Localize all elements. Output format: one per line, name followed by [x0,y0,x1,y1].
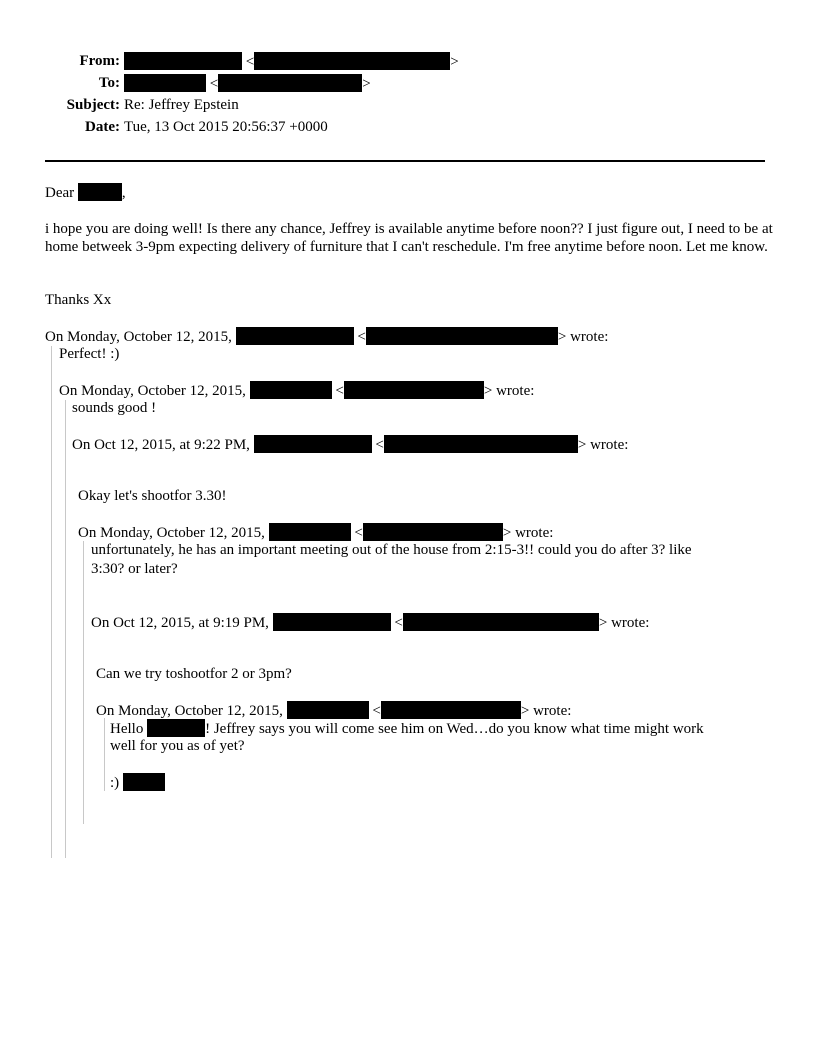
quote-5-attribution: On Oct 12, 2015, at 9:19 PM, < > wrote: [91,615,650,631]
redacted-email [384,435,578,453]
subject-value: Re: Jeffrey Epstein [124,97,239,113]
quote-1-text: Perfect! :) [59,346,120,362]
greeting: Dear , [45,185,126,201]
redacted-signature [123,773,165,791]
quote-6-text-line-2: well for you as of yet? [110,738,245,754]
from-label: From: [79,53,120,69]
redacted-name [287,701,369,719]
quote-1-attribution: On Monday, October 12, 2015, < > wrote: [45,329,609,345]
redacted-email [403,613,599,631]
redacted-email [363,523,503,541]
bracket-open: < [209,76,219,92]
redacted-to-name [124,74,206,92]
from-row [0,52,816,74]
header-divider [45,160,765,162]
to-label: To: [98,75,120,91]
redacted-name [250,381,332,399]
redacted-name [269,523,351,541]
quote-3-text: Okay let's shootfor 3.30! [78,488,227,504]
subject-row [0,96,816,118]
subject-label: Subject: [66,97,120,113]
redacted-from-name [124,52,242,70]
bracket-close: > [362,76,371,92]
quote-6-text-line-1: Hello ! Jeffrey says you will come see him on Wed…do you know what time might work [110,721,704,737]
quote-2-text: sounds good ! [72,400,157,416]
quote-bar-1 [51,346,52,858]
email-header [0,52,816,140]
bracket-open: < [245,54,255,70]
date-row [0,118,816,140]
redacted-email [344,381,484,399]
signoff: Thanks Xx [45,292,112,308]
redacted-name [273,613,391,631]
quote-bar-3 [83,541,84,824]
quote-3-attribution: On Oct 12, 2015, at 9:22 PM, < > wrote: [72,437,629,453]
message-paragraph: i hope you are doing well! Is there any chance, Jeffrey is available anytime before noon?? I just figure out, I need to be at home betweek 3-9pm expecting delivery of furniture that I can't reschedule. I'm free anytime before noon. Let me know. [45,221,773,255]
redacted-name [254,435,372,453]
date-label: Date: [85,119,120,135]
to-row [0,74,816,96]
quote-6-attribution: On Monday, October 12, 2015, < > wrote: [96,703,572,719]
date-value: Tue, 13 Oct 2015 20:56:37 +0000 [124,119,328,135]
quote-4-text-line-1: unfortunately, he has an important meeting out of the house from 2:15-3!! could you do after 3? like [91,542,692,558]
quote-2-attribution: On Monday, October 12, 2015, < > wrote: [59,383,535,399]
quote-bar-2 [65,400,66,858]
quote-4-attribution: On Monday, October 12, 2015, < > wrote: [78,525,554,541]
redacted-email [381,701,521,719]
redacted-recipient [78,183,122,201]
redacted-to-email [218,74,362,92]
quote-6-signoff: :) [110,773,165,792]
quote-4-text-line-2: 3:30? or later? [91,561,178,577]
bracket-close: > [450,54,459,70]
redacted-email [366,327,558,345]
quote-5-text: Can we try toshootfor 2 or 3pm? [96,666,292,682]
redacted-recipient [147,719,205,737]
quote-bar-4 [104,718,105,791]
redacted-name [236,327,354,345]
redacted-from-email [254,52,450,70]
